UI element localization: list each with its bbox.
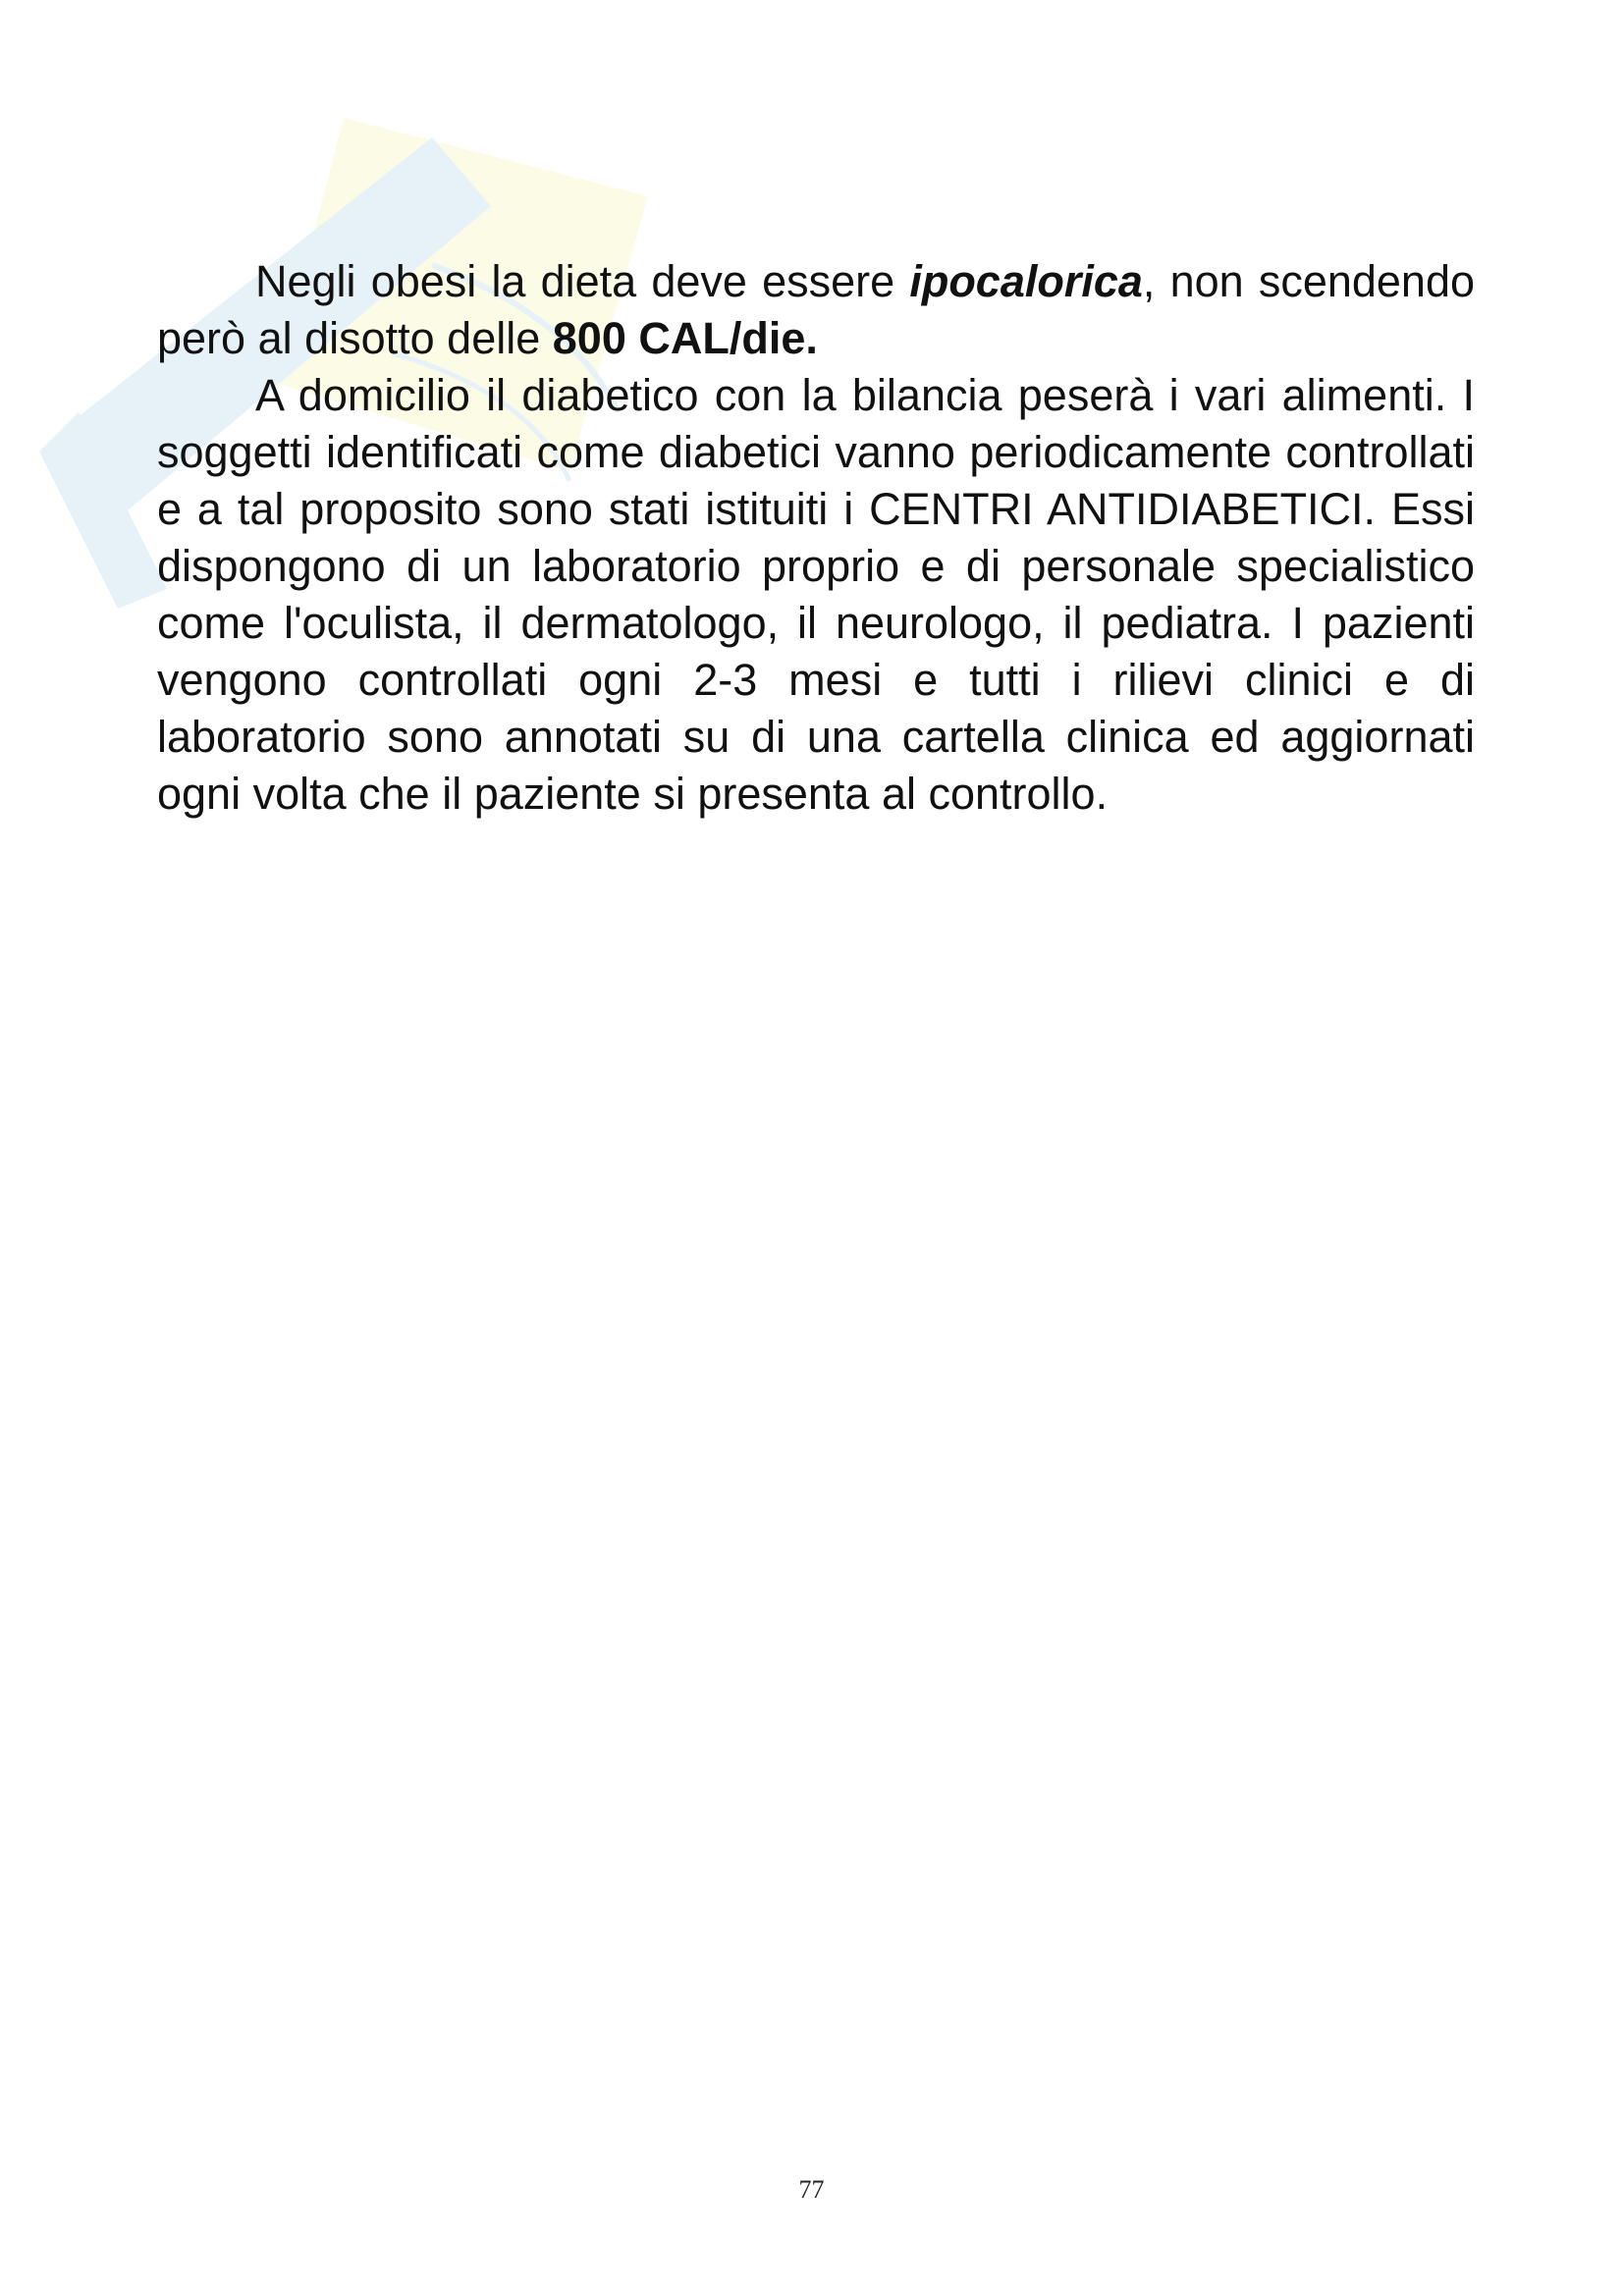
document-body [157,253,1475,823]
page-number: 77 [798,2175,825,2204]
paragraph-centers: A domicilio il diabetico con la bilancia peserà i vari alimenti. I soggetti identificati come diabetici vanno periodicamente controllati e a tal proposito sono stati istituiti i CENTRI ANTIDIABETICI. Essi dispongono di un laboratorio proprio e di personale specialistico come l'oculista, il dermatologo, il neurologo, il pediatra. I pazienti vengono controllati ogni 2-3 mesi e tutti i rilievi clinici e di laboratorio sono annotati su di una cartella clinica ed aggiornati ogni volta che il paziente si presenta al controllo. [157,370,1475,819]
emphasis-ipocalorica: ipocalorica [909,256,1143,306]
emphasis-calories: 800 CAL/die. [552,313,818,363]
paragraph-diet-text-2: , non scendendo però al disotto delle [157,256,1476,363]
paragraph-diet [157,253,1475,367]
paragraph-diet-text-1: Negli obesi la dieta deve essere [255,256,910,306]
